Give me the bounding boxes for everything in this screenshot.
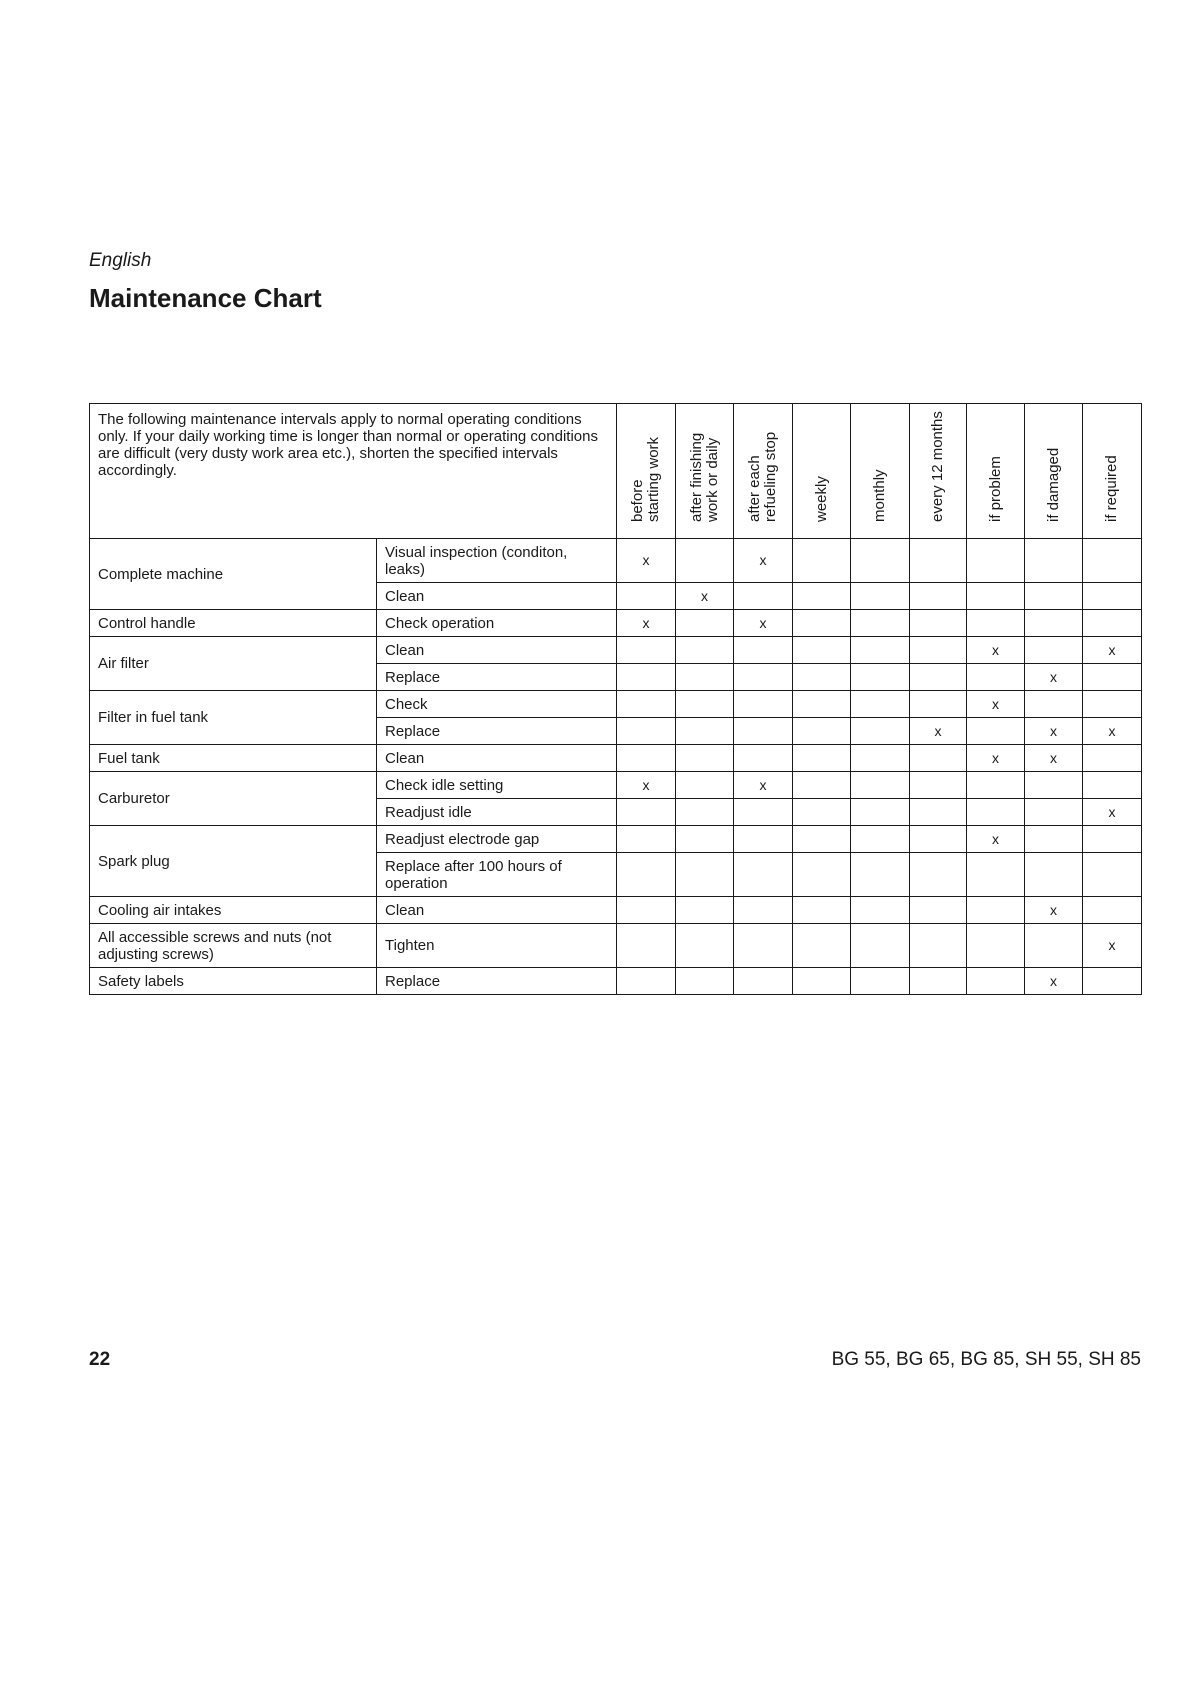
interval-mark-cell xyxy=(676,897,734,924)
interval-mark-cell: x xyxy=(1083,924,1142,968)
interval-mark-cell xyxy=(734,664,793,691)
interval-mark-cell xyxy=(734,583,793,610)
interval-mark-cell xyxy=(910,799,967,826)
interval-mark-cell xyxy=(676,853,734,897)
interval-mark-cell xyxy=(1083,610,1142,637)
interval-mark-cell xyxy=(1083,772,1142,799)
interval-mark-cell xyxy=(910,745,967,772)
interval-mark-cell: x xyxy=(1025,718,1083,745)
interval-mark-cell xyxy=(1025,691,1083,718)
table-row xyxy=(90,968,1142,995)
interval-mark-cell xyxy=(793,718,851,745)
interval-mark-cell xyxy=(910,968,967,995)
interval-mark-cell xyxy=(676,610,734,637)
task-cell: Replace after 100 hours of operation xyxy=(377,853,617,897)
interval-mark-cell xyxy=(617,826,676,853)
component-cell: Spark plug xyxy=(90,826,377,897)
column-header-label: after finishing work or daily xyxy=(687,432,721,522)
interval-mark-cell xyxy=(617,664,676,691)
interval-mark-cell: x xyxy=(1083,718,1142,745)
interval-mark-cell xyxy=(793,583,851,610)
interval-mark-cell xyxy=(967,968,1025,995)
task-cell: Readjust electrode gap xyxy=(377,826,617,853)
interval-mark-cell xyxy=(851,691,910,718)
interval-mark-cell: x xyxy=(1025,897,1083,924)
interval-mark-cell xyxy=(967,799,1025,826)
interval-mark-cell xyxy=(617,968,676,995)
task-cell: Tighten xyxy=(377,924,617,968)
column-header xyxy=(1083,404,1142,539)
interval-mark-cell: x xyxy=(967,637,1025,664)
interval-mark-cell: x xyxy=(617,539,676,583)
interval-mark-cell: x xyxy=(617,772,676,799)
column-header-label: weekly xyxy=(812,476,830,522)
interval-mark-cell: x xyxy=(1083,637,1142,664)
interval-mark-cell xyxy=(967,539,1025,583)
interval-mark-cell xyxy=(734,968,793,995)
interval-mark-cell: x xyxy=(967,745,1025,772)
task-cell: Check operation xyxy=(377,610,617,637)
interval-mark-cell xyxy=(967,583,1025,610)
interval-mark-cell xyxy=(793,853,851,897)
task-cell: Replace xyxy=(377,718,617,745)
interval-mark-cell: x xyxy=(1083,799,1142,826)
interval-mark-cell xyxy=(851,664,910,691)
column-header xyxy=(793,404,851,539)
interval-mark-cell xyxy=(734,637,793,664)
interval-mark-cell: x xyxy=(734,772,793,799)
interval-mark-cell xyxy=(1025,583,1083,610)
column-header-label: monthly xyxy=(871,469,888,522)
interval-mark-cell xyxy=(851,745,910,772)
interval-mark-cell xyxy=(734,745,793,772)
task-cell: Clean xyxy=(377,745,617,772)
intro-text: The following maintenance intervals apply to normal operating conditions only. If your daily working time is longer than normal or operating conditions are difficult (very dusty work area etc.), shorten the specified intervals accordingly. xyxy=(90,404,617,539)
interval-mark-cell xyxy=(851,799,910,826)
task-cell: Check xyxy=(377,691,617,718)
table-row xyxy=(90,745,1142,772)
interval-mark-cell xyxy=(910,772,967,799)
table-row xyxy=(90,924,1142,968)
interval-mark-cell: x xyxy=(676,583,734,610)
interval-mark-cell xyxy=(910,691,967,718)
interval-mark-cell xyxy=(617,691,676,718)
component-cell: Complete machine xyxy=(90,539,377,610)
interval-mark-cell xyxy=(967,924,1025,968)
interval-mark-cell xyxy=(1083,583,1142,610)
page-title: Maintenance Chart xyxy=(89,283,322,313)
component-cell: Control handle xyxy=(90,610,377,637)
task-cell: Replace xyxy=(377,968,617,995)
interval-mark-cell xyxy=(851,772,910,799)
interval-mark-cell xyxy=(617,745,676,772)
interval-mark-cell xyxy=(1025,799,1083,826)
interval-mark-cell xyxy=(734,853,793,897)
component-cell: Fuel tank xyxy=(90,745,377,772)
task-cell: Check idle setting xyxy=(377,772,617,799)
interval-mark-cell xyxy=(910,826,967,853)
task-cell: Visual inspection (conditon, leaks) xyxy=(377,539,617,583)
column-header xyxy=(851,404,910,539)
table-row xyxy=(90,826,1142,853)
interval-mark-cell xyxy=(851,968,910,995)
interval-mark-cell xyxy=(1025,539,1083,583)
interval-mark-cell xyxy=(617,799,676,826)
interval-mark-cell xyxy=(910,853,967,897)
interval-mark-cell xyxy=(910,583,967,610)
interval-mark-cell xyxy=(793,968,851,995)
interval-mark-cell xyxy=(1025,826,1083,853)
page-number: 22 xyxy=(89,1349,111,1370)
component-cell: Carburetor xyxy=(90,772,377,826)
table-row xyxy=(90,897,1142,924)
task-cell: Clean xyxy=(377,637,617,664)
interval-mark-cell xyxy=(676,799,734,826)
interval-mark-cell xyxy=(734,897,793,924)
interval-mark-cell xyxy=(851,539,910,583)
interval-mark-cell xyxy=(851,610,910,637)
component-cell: Air filter xyxy=(90,637,377,691)
interval-mark-cell: x xyxy=(1025,664,1083,691)
interval-mark-cell xyxy=(1083,853,1142,897)
task-cell: Replace xyxy=(377,664,617,691)
interval-mark-cell: x xyxy=(734,610,793,637)
interval-mark-cell xyxy=(617,583,676,610)
interval-mark-cell: x xyxy=(1025,745,1083,772)
interval-mark-cell xyxy=(617,637,676,664)
header-row xyxy=(90,404,1142,539)
interval-mark-cell xyxy=(734,924,793,968)
column-header xyxy=(734,404,793,539)
interval-mark-cell xyxy=(1083,664,1142,691)
component-cell: Cooling air intakes xyxy=(90,897,377,924)
column-header xyxy=(967,404,1025,539)
column-header-label: if required xyxy=(1103,455,1120,522)
interval-mark-cell: x xyxy=(967,826,1025,853)
interval-mark-cell xyxy=(676,718,734,745)
task-cell: Clean xyxy=(377,897,617,924)
interval-mark-cell xyxy=(793,691,851,718)
component-cell: Safety labels xyxy=(90,968,377,995)
interval-mark-cell xyxy=(676,745,734,772)
interval-mark-cell xyxy=(617,924,676,968)
column-header-label: every 12 months xyxy=(929,411,946,522)
interval-mark-cell xyxy=(910,924,967,968)
interval-mark-cell xyxy=(793,637,851,664)
interval-mark-cell: x xyxy=(967,691,1025,718)
interval-mark-cell xyxy=(910,897,967,924)
interval-mark-cell xyxy=(793,772,851,799)
component-cell: All accessible screws and nuts (not adjusting screws) xyxy=(90,924,377,968)
interval-mark-cell xyxy=(851,583,910,610)
interval-mark-cell xyxy=(967,664,1025,691)
column-header-label: before starting work xyxy=(629,436,662,522)
column-header-label: if problem xyxy=(986,456,1004,522)
interval-mark-cell xyxy=(967,897,1025,924)
interval-mark-cell xyxy=(1025,637,1083,664)
table-row xyxy=(90,637,1142,664)
interval-mark-cell xyxy=(967,718,1025,745)
interval-mark-cell xyxy=(793,799,851,826)
model-list: BG 55, BG 65, BG 85, SH 55, SH 85 xyxy=(831,1349,1141,1370)
language-label: English xyxy=(89,250,152,271)
interval-mark-cell xyxy=(793,664,851,691)
interval-mark-cell xyxy=(1025,924,1083,968)
interval-mark-cell xyxy=(676,772,734,799)
interval-mark-cell: x xyxy=(617,610,676,637)
interval-mark-cell xyxy=(676,664,734,691)
interval-mark-cell xyxy=(793,610,851,637)
maintenance-chart-table xyxy=(89,403,1142,995)
interval-mark-cell xyxy=(676,691,734,718)
interval-mark-cell: x xyxy=(734,539,793,583)
table-row xyxy=(90,539,1142,583)
interval-mark-cell xyxy=(1025,610,1083,637)
interval-mark-cell xyxy=(676,539,734,583)
interval-mark-cell xyxy=(676,924,734,968)
table-row xyxy=(90,691,1142,718)
interval-mark-cell xyxy=(851,826,910,853)
interval-mark-cell xyxy=(676,826,734,853)
interval-mark-cell xyxy=(793,745,851,772)
interval-mark-cell xyxy=(910,539,967,583)
interval-mark-cell xyxy=(967,853,1025,897)
column-header xyxy=(676,404,734,539)
interval-mark-cell xyxy=(793,539,851,583)
column-header xyxy=(910,404,967,539)
interval-mark-cell xyxy=(1083,897,1142,924)
interval-mark-cell xyxy=(851,637,910,664)
interval-mark-cell: x xyxy=(910,718,967,745)
chart-body xyxy=(90,539,1142,995)
interval-mark-cell xyxy=(967,610,1025,637)
interval-mark-cell xyxy=(910,610,967,637)
column-header-label: if damaged xyxy=(1044,447,1062,522)
interval-mark-cell xyxy=(1083,691,1142,718)
interval-mark-cell xyxy=(676,968,734,995)
interval-mark-cell xyxy=(1083,826,1142,853)
interval-mark-cell xyxy=(793,826,851,853)
interval-mark-cell xyxy=(910,637,967,664)
interval-mark-cell xyxy=(617,718,676,745)
column-header xyxy=(617,404,676,539)
interval-mark-cell xyxy=(734,691,793,718)
table-row xyxy=(90,610,1142,637)
interval-mark-cell xyxy=(1025,853,1083,897)
interval-mark-cell xyxy=(734,718,793,745)
interval-mark-cell xyxy=(851,924,910,968)
interval-mark-cell xyxy=(910,664,967,691)
interval-mark-cell xyxy=(676,637,734,664)
interval-mark-cell xyxy=(851,897,910,924)
interval-mark-cell xyxy=(734,799,793,826)
interval-mark-cell xyxy=(1083,539,1142,583)
interval-mark-cell: x xyxy=(1025,968,1083,995)
column-header-label: after each refueling stop xyxy=(746,431,779,522)
task-cell: Clean xyxy=(377,583,617,610)
interval-mark-cell xyxy=(967,772,1025,799)
interval-mark-cell xyxy=(1025,772,1083,799)
interval-mark-cell xyxy=(851,853,910,897)
interval-mark-cell xyxy=(793,924,851,968)
task-cell: Readjust idle xyxy=(377,799,617,826)
column-header xyxy=(1025,404,1083,539)
interval-mark-cell xyxy=(617,897,676,924)
component-cell: Filter in fuel tank xyxy=(90,691,377,745)
interval-mark-cell xyxy=(1083,745,1142,772)
interval-mark-cell xyxy=(617,853,676,897)
interval-mark-cell xyxy=(1083,968,1142,995)
interval-mark-cell xyxy=(851,718,910,745)
interval-mark-cell xyxy=(734,826,793,853)
interval-mark-cell xyxy=(793,897,851,924)
table-row xyxy=(90,772,1142,799)
